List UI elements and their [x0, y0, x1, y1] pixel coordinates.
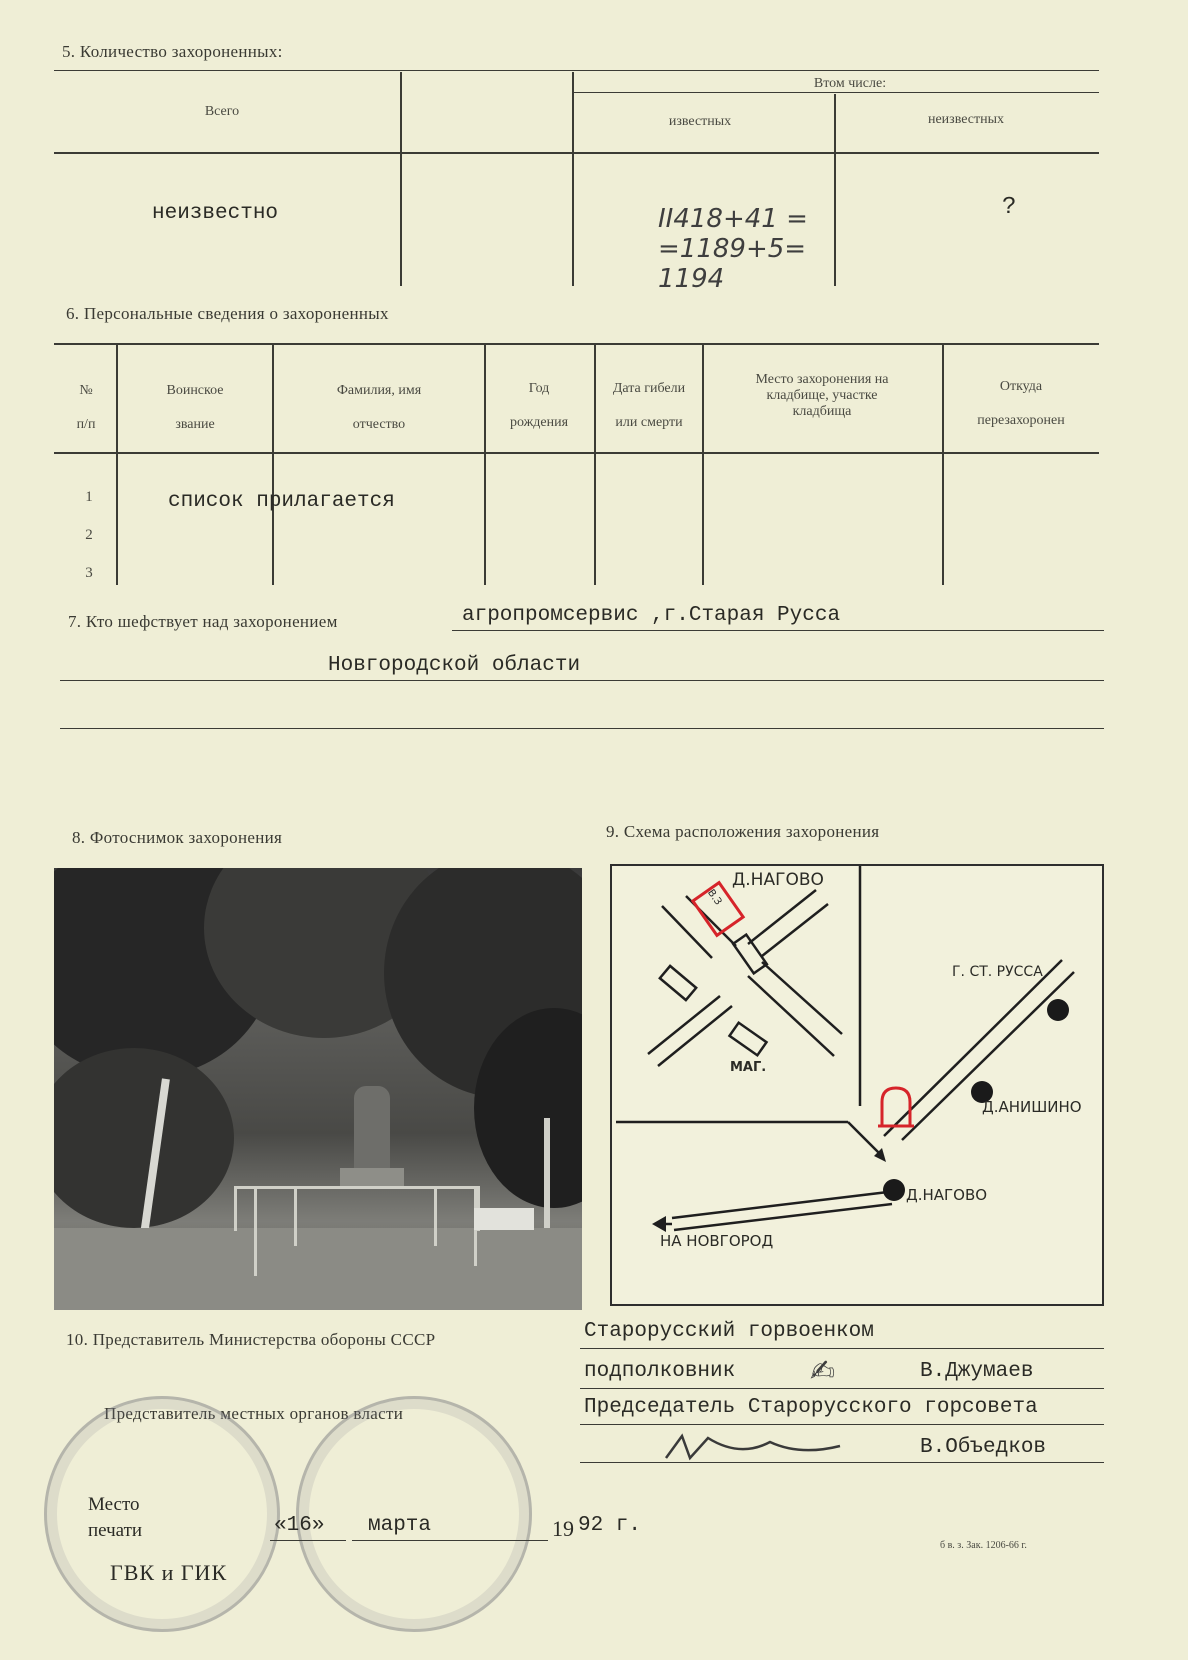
- stamp-place-text: печати: [88, 1520, 143, 1541]
- total-value: неизвестно: [152, 202, 279, 225]
- local-person: В.Объедков: [920, 1436, 1047, 1459]
- map-road: [762, 962, 842, 1034]
- photo-fence: [234, 1186, 480, 1231]
- header-text: кладбища: [792, 404, 852, 419]
- known-value-line: 1194: [658, 264, 725, 294]
- header-text: отчество: [352, 417, 406, 432]
- quote-mark: «: [274, 1514, 287, 1537]
- header-from: [944, 370, 1098, 438]
- map-road: [674, 1204, 892, 1230]
- section9-title: 9. Схема расположения захоронения: [606, 822, 880, 841]
- burial-photo: [54, 868, 582, 1310]
- fill-rule: [60, 728, 1104, 729]
- known-value: [658, 204, 808, 294]
- stamp-place-label: [88, 1492, 142, 1544]
- header-text: Фамилия, имя: [336, 383, 422, 398]
- mod-rank: подполковник: [584, 1360, 736, 1383]
- header-text: кладбище, участке: [766, 388, 878, 403]
- photo-slab: [474, 1208, 534, 1230]
- print-code: б в. з. Зак. 1206-66 г.: [940, 1540, 1027, 1551]
- table5-divider: [834, 94, 836, 286]
- map-label-nagovo: Д.НАГОВО: [906, 1186, 988, 1204]
- fill-rule: [60, 680, 1104, 681]
- burial-symbol-icon: [882, 1088, 910, 1126]
- photo-fence-post: [254, 1186, 257, 1276]
- row-number: 1: [85, 489, 93, 505]
- table6-divider: [116, 345, 118, 585]
- table5-divider: [572, 72, 574, 286]
- unknown-value: ?: [1002, 194, 1017, 221]
- header-text: Дата гибели: [612, 381, 686, 396]
- stamp-place-text: Место: [88, 1494, 140, 1515]
- table5-header-rule: [54, 152, 1099, 154]
- photo-fence-post: [434, 1186, 437, 1246]
- fill-rule: [580, 1462, 1104, 1463]
- header-birth: [486, 372, 592, 440]
- header-text: Воинское: [166, 383, 224, 398]
- row-number: 3: [85, 565, 93, 581]
- fill-rule: [580, 1348, 1104, 1349]
- map-building: [660, 966, 696, 1000]
- header-text: п/п: [76, 417, 96, 432]
- location-map: [610, 864, 1104, 1306]
- map-road: [848, 1122, 882, 1156]
- map-building: [729, 1023, 766, 1056]
- row-number: 2: [85, 527, 93, 543]
- header-text: перезахоронен: [977, 413, 1065, 428]
- fill-rule: [580, 1424, 1104, 1425]
- date-year-suffix: 92 г.: [578, 1514, 642, 1537]
- col-total-header: Всего: [204, 104, 240, 119]
- quote-mark: »: [311, 1514, 325, 1537]
- photo-fence-post: [294, 1186, 297, 1246]
- patron-line1: агропромсервис ,г.Старая Русса: [462, 604, 841, 627]
- grave-mark-label: В.З: [705, 887, 724, 908]
- header-name: [276, 374, 482, 442]
- section5-title: 5. Количество захороненных:: [62, 42, 283, 61]
- table5-top-rule: [54, 70, 1099, 71]
- header-text: или смерти: [615, 415, 683, 430]
- table6-divider: [272, 345, 274, 585]
- fill-rule: [452, 630, 1104, 631]
- header-text: №: [79, 383, 93, 398]
- header-rank: [120, 374, 270, 442]
- header-place: [704, 372, 940, 420]
- section7-title: 7. Кто шефствует над захоронением: [68, 612, 338, 631]
- header-text: рождения: [509, 415, 569, 430]
- local-org: Председатель Старорусского горсовета: [584, 1396, 1038, 1419]
- date-day-value: 16: [286, 1514, 312, 1537]
- photo-ground: [54, 1228, 582, 1310]
- date-year-prefix: 19: [552, 1516, 574, 1541]
- fill-rule: [580, 1388, 1104, 1389]
- table5-divider: [400, 154, 402, 286]
- col-including-header: Втом числе:: [813, 76, 887, 91]
- map-label-village-top: Д.НАГОВО: [732, 870, 824, 890]
- mod-signature: ✍: [810, 1354, 836, 1389]
- fill-rule: [270, 1540, 346, 1541]
- map-road: [672, 1192, 888, 1218]
- table5-including-rule: [574, 92, 1099, 93]
- map-village-dot: [1047, 999, 1069, 1021]
- photo-pedestal: [340, 1168, 404, 1188]
- patron-line2: Новгородской области: [328, 654, 581, 677]
- header-text: звание: [175, 417, 215, 432]
- date-day: [274, 1514, 324, 1537]
- header-text: Место захоронения на: [755, 372, 889, 387]
- map-label-anishino: Д.АНИШИНО: [982, 1098, 1082, 1116]
- header-num: [58, 374, 114, 442]
- map-road: [762, 904, 828, 956]
- fill-rule: [352, 1540, 548, 1541]
- mod-person: В.Джумаев: [920, 1360, 1034, 1383]
- map-building: [733, 935, 767, 974]
- col-known-header: известных: [668, 114, 732, 129]
- map-label-to-russa: Г. СТ. РУССА: [952, 964, 1043, 980]
- known-value-line: II418+41 =: [658, 204, 808, 234]
- map-label-shop: МАГ.: [730, 1060, 767, 1075]
- date-month: марта: [368, 1514, 432, 1537]
- header-text: Год: [528, 381, 550, 396]
- map-village-dot: [883, 1179, 905, 1201]
- map-label-to-novgorod: НА НОВГОРОД: [660, 1232, 774, 1250]
- col-unknown-header: неизвестных: [927, 112, 1005, 127]
- section10-title: 10. Представитель Министерства обороны СССР: [66, 1330, 436, 1349]
- map-arrow-icon: [652, 1216, 666, 1232]
- row-numbers: [74, 478, 104, 592]
- map-road: [748, 890, 816, 944]
- table5-divider: [400, 72, 402, 152]
- header-text: Откуда: [999, 379, 1043, 394]
- section8-title: 8. Фотоснимок захоронения: [72, 828, 283, 847]
- header-death: [596, 372, 702, 440]
- mod-org: Старорусский горвоенком: [584, 1320, 874, 1343]
- official-stamp: [44, 1396, 280, 1632]
- list-note: список прилагается: [168, 490, 395, 513]
- local-title: Представитель местных органов власти: [104, 1404, 404, 1423]
- known-value-line: =1189+5=: [658, 234, 807, 264]
- stamp-org: ГВК и ГИК: [110, 1560, 228, 1585]
- section6-title: 6. Персональные сведения о захороненных: [66, 304, 389, 323]
